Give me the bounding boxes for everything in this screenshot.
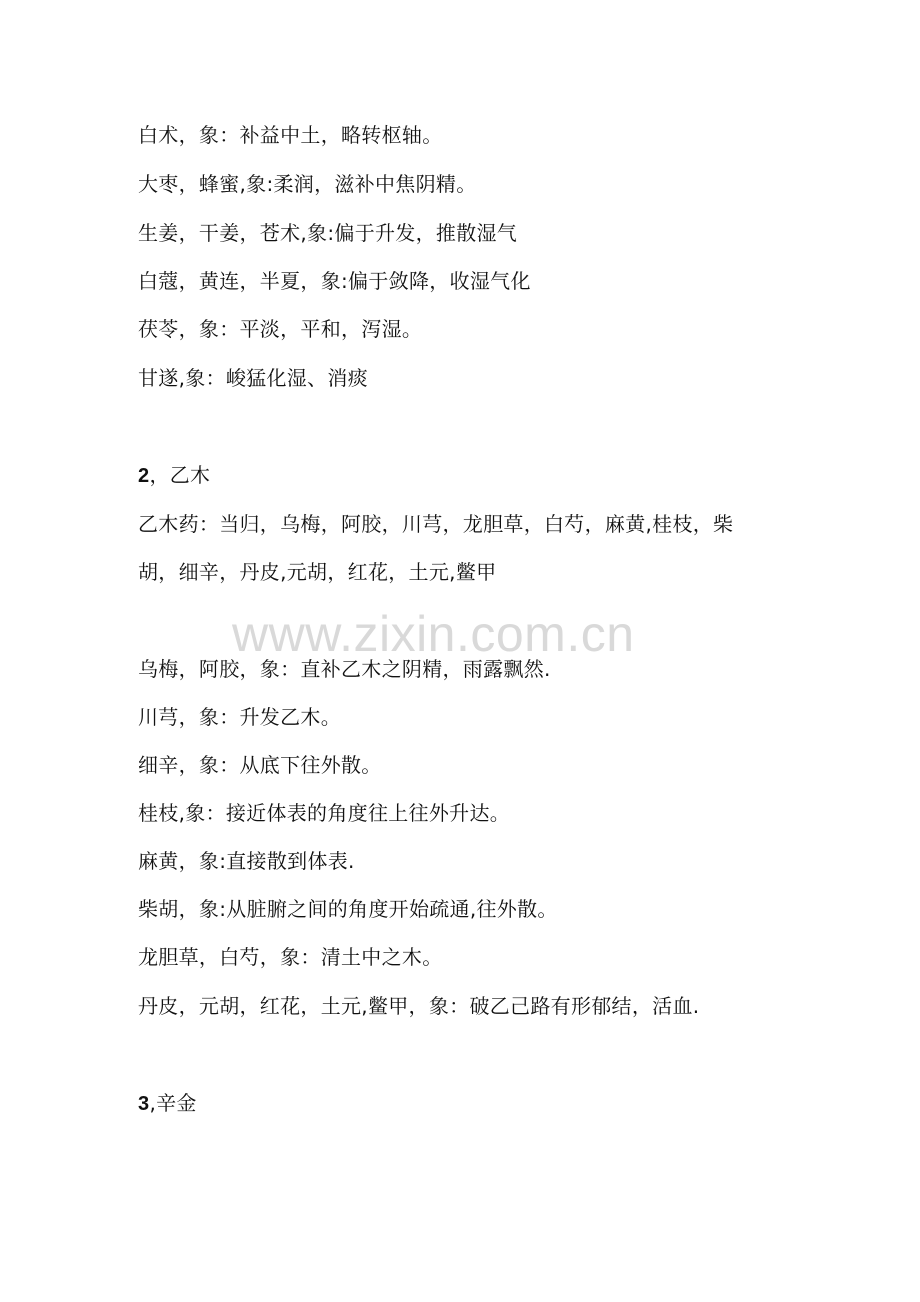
text-line: 细辛，象：从底下往外散。 bbox=[138, 753, 382, 777]
section-heading bbox=[138, 1090, 197, 1117]
herb-list-line: 胡，细辛，丹皮,元胡，红花，土元,鳖甲 bbox=[138, 560, 497, 584]
text-line: 龙胆草，白芍，象：清土中之木。 bbox=[138, 945, 443, 969]
text-line: 生姜，干姜，苍术,象:偏于升发，推散湿气 bbox=[138, 221, 518, 245]
section-title: ,辛金 bbox=[149, 1091, 197, 1115]
text-line: 茯苓，象：平淡，平和，泻湿。 bbox=[138, 317, 423, 341]
text-line: 桂枝,象：接近体表的角度往上往外升达。 bbox=[138, 801, 511, 825]
text-line: 乌梅，阿胶，象：直补乙木之阴精，雨露飘然. bbox=[138, 657, 551, 681]
text-line: 甘遂,象：峻猛化湿、消痰 bbox=[138, 366, 368, 390]
section-number: 2 bbox=[138, 465, 150, 487]
section-title: ，乙木 bbox=[149, 463, 211, 487]
herb-list-line: 乙木药：当归，乌梅，阿胶，川芎，龙胆草，白芍，麻黄,桂枝，柴 bbox=[138, 512, 734, 536]
text-line: 白术，象：补益中土，略转枢轴。 bbox=[138, 123, 443, 147]
section-number: 3 bbox=[138, 1093, 150, 1115]
section-heading bbox=[138, 462, 210, 489]
text-line: 川芎，象：升发乙木。 bbox=[138, 705, 341, 729]
text-line: 大枣，蜂蜜,象:柔润，滋补中焦阴精。 bbox=[138, 172, 477, 196]
text-line: 丹皮，元胡，红花，土元,鳖甲，象：破乙己路有形郁结，活血. bbox=[138, 994, 700, 1018]
text-line: 柴胡，象:从脏腑之间的角度开始疏通,往外散。 bbox=[138, 897, 558, 921]
text-line: 麻黄，象:直接散到体表. bbox=[138, 849, 355, 873]
text-line: 白蔻，黄连，半夏，象:偏于敛降，收湿气化 bbox=[138, 269, 531, 293]
watermark: www.zixin.com.cn bbox=[232, 606, 635, 662]
